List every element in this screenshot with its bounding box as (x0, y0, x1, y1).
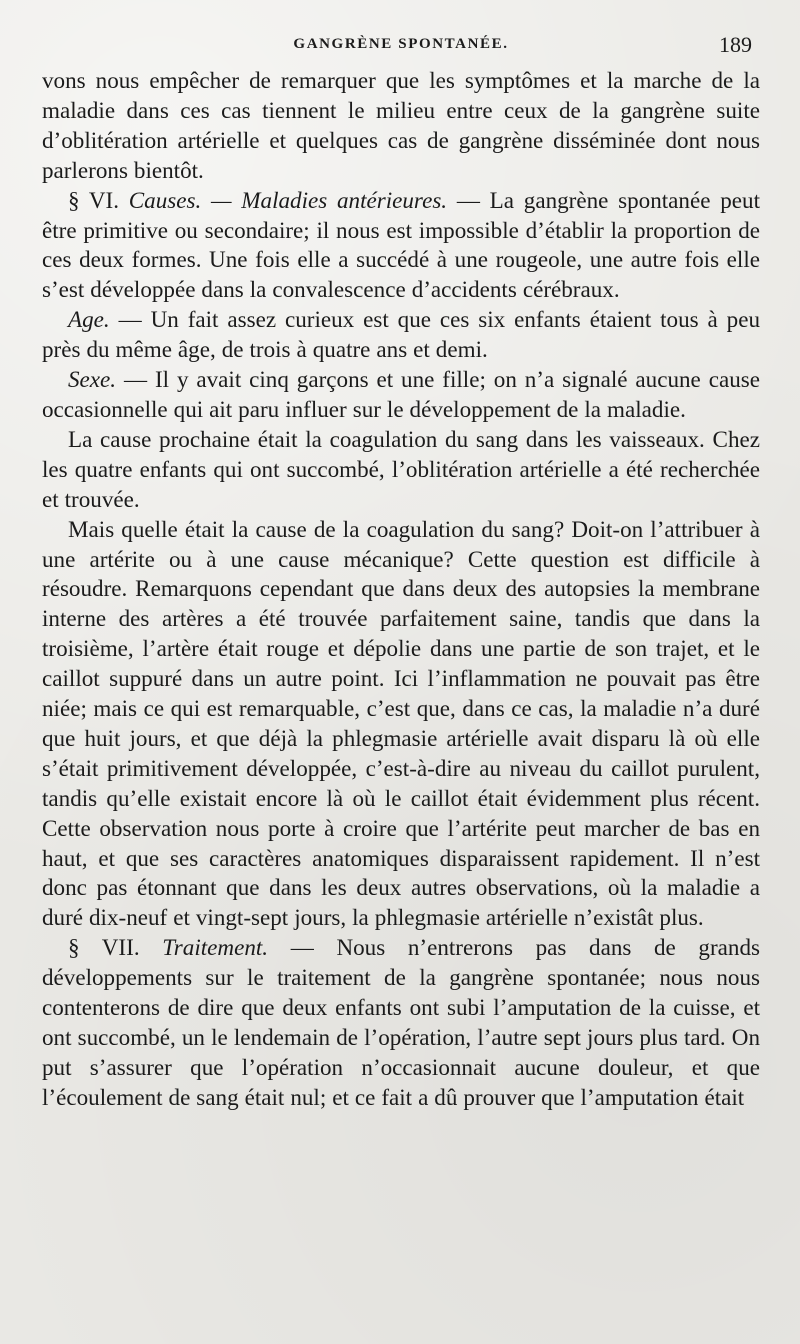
paragraph-6 (42, 515, 760, 934)
paragraph-4-text: — Il y avait cinq garçons et une fille; on n’a signalé aucune cause occasionnelle qui ait paru influer sur le développement de la maladie. (42, 366, 760, 422)
label-age: Age. (68, 306, 110, 333)
section-number: § VII. (68, 934, 140, 961)
page-number: 189 (719, 32, 752, 57)
section-number: § VI. (68, 186, 120, 213)
paragraph-5 (42, 425, 760, 515)
page-body (42, 66, 760, 1113)
paragraph-2-text: — La gangrène spontanée peut être primitive ou secondaire; il nous est impossible d’établir la proportion de ces deux formes. Une fois elle a succédé à une rougeole, une autre fois elle s’est développée dans la convalescence d’accidents cérébraux. (42, 186, 760, 303)
paragraph-6-text: Mais quelle était la cause de la coagulation du sang? Doit-on l’attribuer à une artérite ou à une cause mécanique? Cette question est difficile à résoudre. Remarquons cependant que dans deux des autopsies la membrane interne des artères a été trouvée parfaitement saine, tandis que dans la troisième, l’artère était rouge et dépolie dans une partie de son trajet, et le caillot suppuré dans un autre point. Ici l’inflammation ne pouvait pas être niée; mais ce qui est remarquable, c’est que, dans ce cas, la maladie n’a duré que huit jours, et que déjà la phlegmasie artérielle avait disparu là où elle s’était primitivement développée, c’est-à-dire au niveau du caillot purulent, tandis qu’elle existait encore là où le caillot était évidemment plus récent. Cette observation nous porte à croire que l’artérite peut marcher de bas en haut, et que ses caractères anatomiques disparaissent rapidement. Il n’est donc pas étonnant que dans les deux autres observations, où la maladie a duré dix-neuf et vingt-sept jours, la phlegmasie artérielle n’existât plus. (42, 515, 760, 931)
paragraph-3-text: — Un fait assez curieux est que ces six enfants étaient tous à peu près du même âge, de trois à quatre ans et demi. (42, 306, 760, 363)
running-head: GANGRÈNE SPONTANÉE. (293, 36, 509, 52)
paragraph-3 (42, 305, 760, 365)
paragraph-7 (42, 933, 760, 1112)
paragraph-5-text: La cause prochaine était la coagulation du sang dans les vaisseaux. Chez les quatre enfants qui ont succombé, l’oblitération artérielle a été recherchée et trouvée. (42, 425, 760, 512)
paragraph-1-text: vons nous empêcher de remarquer que les symptômes et la marche de la maladie dans ces cas tiennent le milieu entre ceux de la gangrène suite d’oblitération artérielle et quelques cas de gangrène disséminée dont nous parlerons bientôt. (42, 67, 760, 183)
section-title: Traitement. (162, 934, 269, 961)
paragraph-4 (42, 365, 760, 425)
label-sexe: Sexe. (68, 366, 117, 393)
paragraph-7-text: — Nous n’entrerons pas dans de grands développements sur le traitement de la gangrène spontanée; nous nous contenterons de dire que deux enfants ont subi l’amputation de la cuisse, et ont succombé, un le lendemain de l’opération, l’autre sept jours plus tard. On put s’assurer que l’opération n’occasionnait aucune douleur, et que l’écoulement de sang était nul; et ce fait a dû prouver que l’amputation était (42, 934, 760, 1110)
section-title: Causes. — Maladies antérieures. (128, 186, 448, 213)
paragraph-1 (42, 66, 760, 186)
paragraph-2 (42, 186, 760, 306)
page-header (42, 34, 760, 60)
